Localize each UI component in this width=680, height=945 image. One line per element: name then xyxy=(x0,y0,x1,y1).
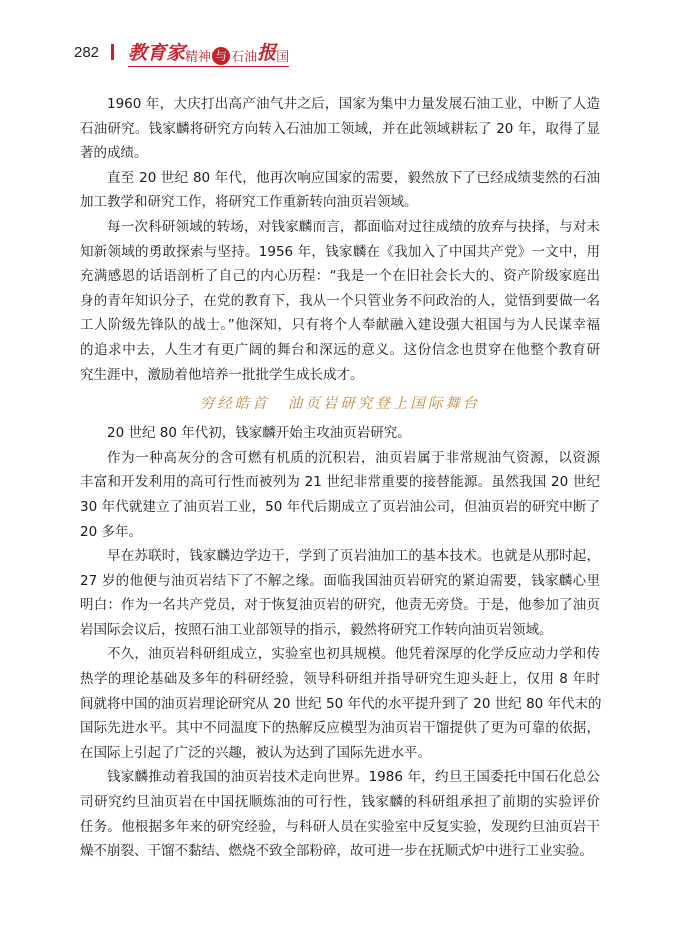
text-line: 钱家麟推动着我国的油页岩技术走向世界。1986 年，约旦王国委托中国石化总公 xyxy=(107,769,600,786)
text-line: 直至 20 世纪 80 年代，他再次响应国家的需要，毅然放下了已经成绩斐然的石油 xyxy=(107,169,600,186)
book-title-logo: 教育家 精神 与 石油 报 国 xyxy=(128,38,289,67)
text-line: 早在苏联时，钱家麟边学边干，学到了页岩油加工的基本技术。也就是从那时起， xyxy=(107,548,600,565)
text-line: 知新领域的勇敢探索与坚持。1956 年，钱家麟在《我加入了中国共产党》一文中，用 xyxy=(80,243,600,260)
text-line: 1960 年，大庆打出高产油气井之后，国家为集中力量发展石油工业，中断了人造 xyxy=(107,96,600,112)
paragraph xyxy=(80,765,600,863)
paragraph xyxy=(80,421,600,446)
paragraph xyxy=(80,92,600,166)
text-line: 岩国际会议后，按照石油工业部领导的指示，毅然将研究工作转向油页岩领域。 xyxy=(80,621,553,638)
paragraph xyxy=(80,544,600,642)
section-heading-part2: 油页岩研究登上国际舞台 xyxy=(287,396,481,413)
section-heading xyxy=(80,387,600,421)
text-line: 作为一种高灰分的含可燃有机质的沉积岩，油页岩属于非常规油气资源，以资源 xyxy=(107,449,600,466)
paragraph xyxy=(80,446,600,544)
section-1 xyxy=(80,92,600,387)
page-header xyxy=(74,40,289,64)
text-line: 燥不崩裂、干馏不黏结、燃烧不致全部粉碎，故可进一步在抚顺式炉中进行工业实验。 xyxy=(80,843,593,860)
text-line: 身的青年知识分子，在党的教育下，我从一个只管业务不问政治的人，觉悟到要做一名 xyxy=(80,292,600,309)
header-divider xyxy=(111,44,114,60)
section-heading-part1: 穷经皓首 xyxy=(199,396,270,413)
text-line: 明白：作为一名共产党员，对于恢复油页岩的研究，他责无旁贷。于是，他参加了油页 xyxy=(80,597,600,614)
section-2 xyxy=(80,421,600,864)
text-line: 不久，油页岩科研组成立，实验室也初具规模。他凭着深厚的化学反应动力学和传 xyxy=(107,646,600,663)
text-line: 著的成绩。 xyxy=(80,145,148,162)
text-line: 丰富和开发利用的高可行性而被列为 21 世纪非常重要的接替能源。虽然我国 20 世纪 xyxy=(80,474,600,491)
text-line: 30 年代就建立了油页岩工业，50 年代后期成立了页岩油公司，但油页岩的研究中断了 xyxy=(80,498,600,515)
text-line: 国际先进水平。其中不同温度下的热解反应模型为油页岩干馏提供了更为可靠的依据， xyxy=(80,720,600,737)
text-line: 27 岁的他便与油页岩结下了不解之缘。面临我国油页岩研究的紧迫需要，钱家麟心里 xyxy=(80,572,600,589)
text-line: 司研究约旦油页岩在中国抚顺炼油的可行性，钱家麟的科研组承担了前期的实验评价 xyxy=(80,794,600,811)
text-line: 加工教学和研究工作，将研究工作重新转向油页岩领域。 xyxy=(80,194,418,211)
page-number: 282 xyxy=(74,43,100,61)
body-text xyxy=(80,92,600,864)
text-line: 间就将中国的油页岩理论研究从 20 世纪 50 年代的水平提升到了 20 世纪 80 年代末的 xyxy=(80,695,602,712)
paragraph xyxy=(80,642,600,765)
text-line: 20 世纪 80 年代初，钱家麟开始主攻油页岩研究。 xyxy=(107,425,411,442)
text-line: 工人阶级先锋队的战士。”他深知，只有将个人奉献融入建设强大祖国与为人民谋幸福 xyxy=(80,317,600,334)
text-line: 任务。他根据多年来的研究经验，与科研人员在实验室中反复实验，发现约旦油页岩干 xyxy=(80,818,600,835)
text-line: 充满感恩的话语剖析了自己的内心历程：“我是一个在旧社会长大的、资产阶级家庭出 xyxy=(80,268,600,285)
paragraph xyxy=(80,166,600,215)
text-line: 的追求中去，人生才有更广阔的舞台和深远的意义。这份信念也贯穿在他整个教育研 xyxy=(80,341,600,358)
text-line: 石油研究。钱家麟将研究方向转入石油加工领域，并在此领域耕耘了 20 年，取得了显 xyxy=(80,120,600,137)
paragraph xyxy=(80,215,600,387)
text-line: 热学的理论基础及多年的科研经验，领导科研组并指导研究生迎头赶上，仅用 8 年时 xyxy=(80,671,600,688)
text-line: 究生涯中，激励着他培养一批批学生成长成才。 xyxy=(80,366,364,383)
text-line: 每一次科研领域的转场，对钱家麟而言，都面临对过往成绩的放弃与抉择，与对未 xyxy=(107,218,600,235)
text-line: 20 多年。 xyxy=(80,523,142,540)
text-line: 在国际上引起了广泛的兴趣，被认为达到了国际先进水平。 xyxy=(80,744,431,761)
